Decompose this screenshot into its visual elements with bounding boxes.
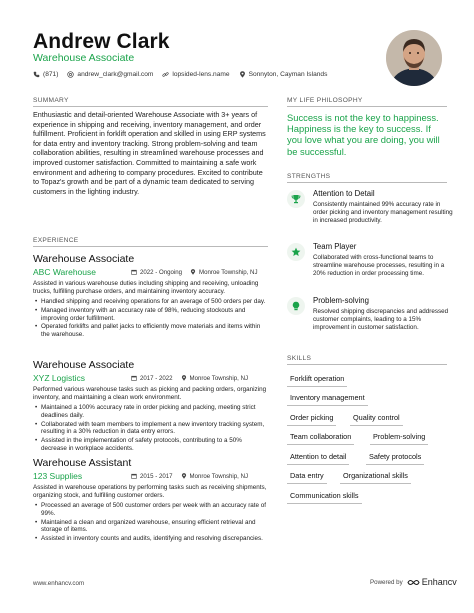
job-location: Monroe Township, NJ xyxy=(189,472,249,480)
phone-icon xyxy=(33,71,40,78)
calendar-icon xyxy=(131,473,137,479)
trophy-icon xyxy=(287,190,305,208)
location-pin-icon xyxy=(190,269,196,275)
calendar-icon xyxy=(131,269,137,275)
powered-by-text: Powered by xyxy=(370,578,403,586)
website-text: lopsided-lens.name xyxy=(172,71,230,78)
skills-heading: SKILLS xyxy=(287,355,312,362)
candidate-name: Andrew Clark xyxy=(33,30,170,53)
skill-tag: Inventory management xyxy=(287,391,368,406)
contact-phone xyxy=(33,71,58,78)
avatar xyxy=(386,30,442,86)
job-bullet: • Collaborated with team members to implement a new inventory tracking system, resulting in a 30% reduction in data entry errors. xyxy=(33,421,268,437)
link-icon xyxy=(162,71,169,78)
contact-website[interactable] xyxy=(162,71,229,78)
skill-tag: Attention to detail xyxy=(287,450,349,465)
strength-title: Team Player xyxy=(313,242,357,251)
strength-description: Consistently maintained 99% accuracy rate in order picking and inventory management resulting in increased productivity. xyxy=(313,201,453,224)
job-title: Warehouse Associate xyxy=(33,253,135,265)
job-bullet: • Processed an average of 500 customer orders per week with an accuracy rate of 99%. xyxy=(33,502,268,518)
skill-tag: Data entry xyxy=(287,469,327,484)
job-bullet: • Assisted in the implementation of safety protocols, contributing to a 50% decrease in workplace accidents. xyxy=(33,437,268,453)
job-bullet: • Maintained a clean and organized warehouse, ensuring efficient retrieval and storage of items. xyxy=(33,519,268,535)
strength-description: Resolved shipping discrepancies and addressed customer complaints, leading to a 15% improvement in customer satisfaction. xyxy=(313,308,449,331)
strengths-heading: STRENGTHS xyxy=(287,173,331,180)
contact-email[interactable] xyxy=(67,71,153,78)
candidate-title: Warehouse Associate xyxy=(33,52,135,64)
experience-entry xyxy=(33,359,268,454)
philosophy-heading: MY LIFE PHILOSOPHY xyxy=(287,97,363,104)
job-bullet: • Operated forklifts and pallet jacks to efficiently move materials and items within the warehouse. xyxy=(33,323,268,339)
phone-text: (871) xyxy=(43,71,59,78)
strengths-divider xyxy=(287,182,447,183)
location-pin-icon xyxy=(181,375,187,381)
job-dates: 2015 - 2017 xyxy=(140,472,173,480)
strength-title: Problem-solving xyxy=(313,296,369,305)
job-location: Monroe Township, NJ xyxy=(189,374,249,382)
skill-tag: Forklift operation xyxy=(287,372,347,387)
skill-tag: Organizational skills xyxy=(340,469,411,484)
footer-branding xyxy=(370,577,457,587)
email-text: andrew_clark@gmail.com xyxy=(77,71,154,78)
brand-name: Enhancv xyxy=(421,577,457,587)
lightbulb-icon xyxy=(287,297,305,315)
strength-description: Collaborated with cross-functional teams to streamline warehouse processes, resulting in a 20% reduction in order processing time. xyxy=(313,254,445,277)
location-pin-icon xyxy=(239,71,246,78)
skill-tag: Team collaboration xyxy=(287,430,354,445)
location-text: Sonnyton, Cayman Islands xyxy=(248,71,328,78)
experience-divider xyxy=(33,246,268,247)
skill-tag: Quality control xyxy=(350,411,403,426)
job-description: Performed various warehouse tasks such as picking and packing orders, organizing inventory, and maintaining a clean work environment. xyxy=(33,386,267,401)
job-bullets xyxy=(33,502,268,543)
company-name: 123 Supplies xyxy=(33,471,83,481)
philosophy-quote: Success is not the key to happiness. Happiness is the key to success. If you love what you are doing, you will be successful. xyxy=(287,112,440,157)
job-dates: 2017 - 2022 xyxy=(140,374,173,382)
experience-entry xyxy=(33,253,268,340)
contact-bar xyxy=(33,71,336,78)
job-title: Warehouse Assistant xyxy=(33,457,132,469)
job-location: Monroe Township, NJ xyxy=(199,268,258,276)
job-bullet: • Assisted in inventory counts and audits, identifying and resolving discrepancies. xyxy=(33,535,268,543)
location-pin-icon xyxy=(181,473,187,479)
summary-text: Enthusiastic and detail-oriented Warehouse Associate with 3+ years of experience in shipping and receiving, inventory management, and order fulfillment. Proficient in forklift operation and skilled in using ERP systems for data entry and inventory tracking. Strong problem-solving and team collaboration abilities, resulting in streamlined warehouse processes and improved customer satisfaction. Committed to maintaining a safe work environment and adhering to company procedures. Excited to contribute to Topaz's growth and be part of a dynamic team dedicated to serving customers in the lighting industry. xyxy=(33,110,266,196)
contact-location xyxy=(239,71,328,78)
job-bullet: • Managed inventory with an accuracy rate of 98%, reducing stockouts and improving order fulfillment. xyxy=(33,307,268,323)
skill-tag: Problem-solving xyxy=(370,430,428,445)
skill-tag: Safety protocols xyxy=(366,450,424,465)
skill-tag: Order picking xyxy=(287,411,336,426)
philosophy-divider xyxy=(287,106,447,107)
job-title: Warehouse Associate xyxy=(33,359,135,371)
job-bullets xyxy=(33,404,268,453)
summary-divider xyxy=(33,106,268,107)
enhancv-logo-icon xyxy=(407,578,420,587)
skill-tag: Communication skills xyxy=(287,489,362,504)
company-name: ABC Warehouse xyxy=(33,267,96,277)
star-icon xyxy=(287,243,305,261)
job-description: Assisted in warehouse operations by performing tasks such as receiving shipments, organizing stock, and fulfilling customer orders. xyxy=(33,484,267,499)
job-bullets xyxy=(33,298,268,339)
job-description: Assisted in various warehouse duties including shipping and receiving, unloading trucks, fulfilling purchase orders, and maintaining inventory accuracy. xyxy=(33,280,259,295)
experience-entry xyxy=(33,457,268,544)
skills-divider xyxy=(287,364,447,365)
calendar-icon xyxy=(131,375,137,381)
job-bullet: • Maintained a 100% accuracy rate in order picking and packing, meeting strict deadlines daily. xyxy=(33,404,268,420)
at-icon xyxy=(67,71,74,78)
footer-website[interactable]: www.enhancv.com xyxy=(33,580,85,587)
company-name: XYZ Logistics xyxy=(33,373,85,383)
job-bullet: • Handled shipping and receiving operations for an average of 500 orders per day. xyxy=(33,298,268,306)
profile-photo xyxy=(386,30,442,86)
experience-heading: EXPERIENCE xyxy=(33,237,79,244)
job-dates: 2022 - Ongoing xyxy=(140,268,183,276)
strength-title: Attention to Detail xyxy=(313,189,375,198)
summary-heading: SUMMARY xyxy=(33,97,69,104)
